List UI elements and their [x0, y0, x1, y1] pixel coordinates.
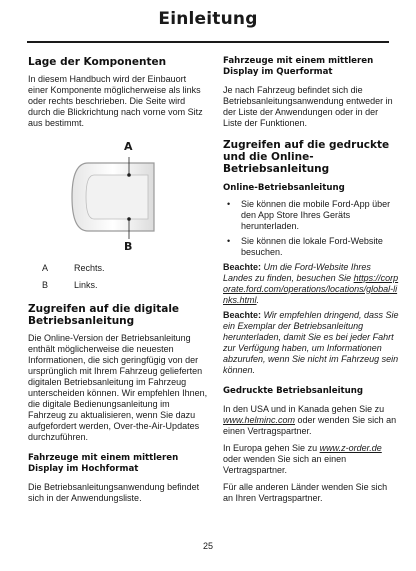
online-options-list — [223, 199, 399, 258]
page-number: 25 — [202, 541, 213, 551]
legend-key: A — [42, 263, 49, 273]
z-order-link[interactable]: www.z-order.de — [319, 443, 382, 453]
note-ford-website — [223, 262, 399, 306]
note-text: Um die Ford-Website Ihres Landes zu finden, besuchen Sie — [223, 261, 371, 283]
paragraph-portrait-display: Die Betriebsanleitungsanwendung befindet sich in der Anwendungsliste. — [28, 482, 200, 503]
paragraph-usa-canada — [223, 404, 399, 437]
bullet-symbol: • — [227, 235, 231, 246]
callout-label-a: A — [124, 140, 133, 153]
legend-key: B — [42, 280, 49, 290]
page-title: Einleitung — [158, 9, 258, 29]
text-segment: In Europa gehen Sie zu — [223, 443, 320, 453]
left-column — [28, 56, 208, 504]
legend-row-b — [28, 280, 208, 291]
paragraph-landscape-display: Je nach Fahrzeug befindet sich die Betriebsanleitungsanwendung entweder in der Liste der Anwendungen oder in der Liste der Funktionen. — [223, 85, 393, 128]
paragraph-digital-manual: Die Online-Version der Betriebsanleitung enthält möglicherweise die neuesten Informationen, die sich geringfügig von der ursprünglich mit Ihrem Fahrzeug gelieferten digitalen Betriebsanleitung im Fahrzeug unterscheiden können. Wir empfehlen Ihnen, die digitale Bedienungsanleitung im Fahrzeug zu aktualisieren, wenn Sie dazu aufgefordert werden, Over-the-Air-Updates durchzuführen. — [28, 333, 208, 442]
list-item — [223, 199, 399, 232]
vehicle-diagram-svg — [28, 139, 208, 257]
note-text: Wir empfehlen dringend, dass Sie ein Exemplar der Betriebsanleitung herunterladen, damit Sie es bei jeder Fahrt zur Verfügung haben, um Informationen abzurufen, wenn Sie nicht im Fahrzeug sein können. — [223, 309, 399, 375]
note-download-manual — [223, 310, 399, 376]
list-item-text: Sie können die lokale Ford-Website besuchen. — [241, 235, 383, 257]
heading-printed-manual: Gedruckte Betriebsanleitung — [223, 385, 364, 396]
bullet-symbol: • — [227, 198, 231, 209]
heading-digital-manual: Zugreifen auf die digitale Betriebsanleitung — [28, 303, 180, 327]
note-label: Beachte: — [223, 261, 262, 272]
legend-value: Links. — [74, 280, 98, 290]
legend-row-a — [28, 263, 208, 274]
helminc-link[interactable]: www.helminc.com — [223, 415, 296, 425]
paragraph-europe — [223, 443, 399, 476]
heading-components: Lage der Komponenten — [28, 56, 167, 68]
note-end: . — [256, 294, 260, 305]
callout-dot-b — [127, 217, 131, 221]
callout-label-b: B — [124, 240, 133, 253]
text-segment: oder wenden Sie sich an einen Vertragspartner. — [223, 454, 347, 475]
list-item — [223, 236, 399, 258]
callout-dot-a — [127, 173, 131, 177]
heading-online-manual: Online-Betriebsanleitung — [223, 183, 345, 193]
ford-links-link[interactable]: https://corporate.ford.com/operations/locations/global-links.html — [223, 272, 399, 305]
legend-value: Rechts. — [74, 263, 105, 273]
text-segment: oder wenden Sie sich an einen Vertragspartner. — [223, 415, 397, 436]
paragraph-other-countries: Für alle anderen Länder wenden Sie sich an Ihren Vertragspartner. — [223, 482, 388, 503]
vehicle-diagram — [28, 139, 208, 257]
vehicle-window — [86, 175, 148, 219]
paragraph-components: In diesem Handbuch wird der Einbauort einer Komponente möglicherweise als links oder rechts beschrieben. Die Seite wird durch die Blickrichtung nach vorne vom Sitz aus bestimmt. — [28, 74, 203, 128]
heading-printed-and-online: Zugreifen auf die gedruckte und die Online-Betriebsanleitung — [223, 139, 390, 175]
text-segment: In den USA und in Kanada gehen Sie zu — [223, 404, 385, 414]
right-column — [223, 56, 399, 504]
title-divider — [27, 41, 389, 43]
list-item-text: Sie können die mobile Ford-App über den App Store Ihres Geräts herunterladen. — [241, 198, 391, 231]
heading-portrait-display: Fahrzeuge mit einem mittleren Display im Hochformat — [28, 453, 179, 474]
note-label: Beachte: — [223, 309, 262, 320]
heading-landscape-display: Fahrzeuge mit einem mittleren Display im Querformat — [223, 56, 374, 77]
